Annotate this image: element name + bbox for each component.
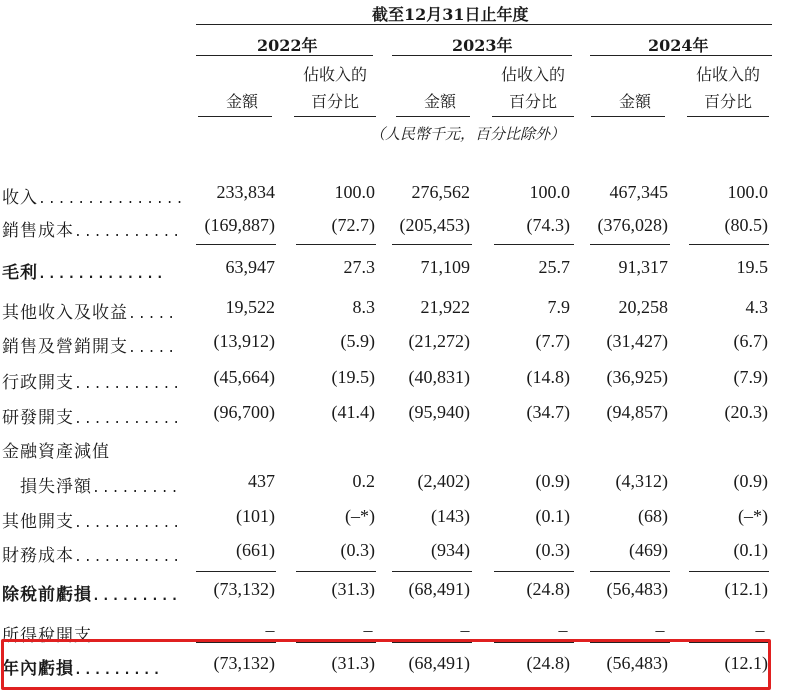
subtotal-rule [392,244,472,245]
row-label [2,332,177,357]
row-value-cell: (–*) [738,506,768,526]
row-value-cell: 21,922 [420,297,470,317]
row-label-text: 銷售成本 [2,221,74,241]
subtotal-rule [494,571,574,572]
row-value-cell: (101) [236,506,275,526]
subtotal-rule [196,244,276,245]
row-value-cell: (469) [629,540,668,560]
row-value-cell: (143) [431,506,470,526]
row-label-text: 所得稅開支 [2,626,92,646]
row-label-text: 其他收入及收益 [2,303,128,323]
row-value-cell: (0.3) [340,540,375,560]
row-label [2,437,110,462]
row-value-cell: – [363,620,373,640]
row-value-cell: (661) [236,540,275,560]
column-amount-header: 金額 [225,92,258,111]
row-value-cell: (74.3) [526,215,570,235]
row-leader-dots: ..... [128,307,178,322]
year-2023-heading: 2023年 [452,36,513,55]
subtotal-rule [494,244,574,245]
annual-loss-highlight-box [1,639,771,690]
subtotal-rule [296,244,376,245]
row-value-cell: (40,831) [408,367,470,387]
subtotal-rule [689,244,769,245]
column-percentage-header-line2: 百分比 [508,92,557,111]
column-amount-header: 金額 [618,92,651,111]
row-value-cell: 100.0 [727,182,768,202]
row-value-cell: (0.1) [535,506,570,526]
row-label-text: 行政開支 [2,373,74,393]
column-percentage-header-line1: 佔收入的 [695,65,760,84]
row-label-text: 毛利 [2,263,38,283]
row-label-text: 研發開支 [2,408,74,428]
row-value-cell: (31.3) [331,653,375,673]
year-2022-heading: 2022年 [257,36,318,55]
row-value-cell: (19.5) [331,367,375,387]
subheader-underline [396,116,470,117]
row-value-cell: 20,258 [618,297,668,317]
row-value-cell: 19,522 [225,297,275,317]
year-2023-underline [392,55,572,56]
row-value-cell: 19.5 [736,257,768,277]
row-value-cell: (21,272) [408,331,470,351]
row-value-cell: (0.3) [535,540,570,560]
row-value-cell: (73,132) [213,653,275,673]
row-value-cell: (7.9) [733,367,768,387]
row-value-cell: (24.8) [526,653,570,673]
subheader-underline [687,116,769,117]
row-value-cell: (6.7) [733,331,768,351]
row-value-cell: 276,562 [411,182,470,202]
row-label [2,580,180,605]
row-label [2,472,180,497]
row-value-cell: – [460,620,470,640]
row-value-cell: (96,700) [213,402,275,422]
unit-note: （人民幣千元，百分比除外） [370,125,566,143]
row-label-text: 財務成本 [2,546,74,566]
row-value-cell: (24.8) [526,579,570,599]
row-value-cell: (80.5) [724,215,768,235]
subtotal-rule [196,571,276,572]
row-leader-dots: ........... [74,516,183,531]
row-value-cell: (4,312) [615,471,668,491]
row-value-cell: 27.3 [343,257,375,277]
row-label-text: 除稅前虧損 [2,585,92,605]
row-leader-dots: ............. [38,267,166,282]
row-value-cell: (205,453) [399,215,470,235]
year-2024-underline [590,55,772,56]
row-value-cell: – [755,620,765,640]
row-value-cell: 71,109 [420,257,470,277]
row-value-cell: – [558,620,568,640]
period-underline [196,24,772,25]
subtotal-rule [590,571,670,572]
row-leader-dots: ........... [74,550,183,565]
row-label [2,258,166,283]
row-leader-dots: ........... [74,225,183,240]
row-leader-dots: ......... [92,630,181,645]
year-2022-underline [196,55,373,56]
year-2024-heading: 2024年 [648,36,709,55]
subheader-underline [591,116,665,117]
row-value-cell: (12.1) [724,653,768,673]
row-label-text: 金融資產減值 [2,442,110,462]
column-percentage-header-line2: 百分比 [703,92,752,111]
row-label-text: 銷售及營銷開支 [2,337,128,357]
column-percentage-header-line2: 百分比 [310,92,359,111]
row-label-text: 年內虧損 [2,659,74,679]
row-value-cell: (41.4) [331,402,375,422]
row-value-cell: (68,491) [408,579,470,599]
row-value-cell: 25.7 [538,257,570,277]
row-value-cell: 91,317 [618,257,668,277]
row-value-cell: (7.7) [535,331,570,351]
row-value-cell: (94,857) [606,402,668,422]
row-label-text: 其他開支 [2,512,74,532]
subheader-underline [492,116,574,117]
row-value-cell: (934) [431,540,470,560]
row-value-cell: (68,491) [408,653,470,673]
row-value-cell: (56,483) [606,653,668,673]
row-value-cell: (169,887) [204,215,275,235]
row-value-cell: 4.3 [745,297,768,317]
row-value-cell: 467,345 [609,182,668,202]
row-value-cell: – [265,620,275,640]
row-value-cell: (20.3) [724,402,768,422]
row-value-cell: 100.0 [334,182,375,202]
row-value-cell: (45,664) [213,367,275,387]
row-value-cell: (36,925) [606,367,668,387]
row-leader-dots: ......... [92,589,181,604]
row-value-cell: (14.8) [526,367,570,387]
subheader-underline [198,116,272,117]
row-value-cell: (56,483) [606,579,668,599]
row-leader-dots: ........... [74,412,183,427]
subtotal-rule [689,571,769,572]
row-value-cell: 7.9 [547,297,570,317]
subheader-underline [294,116,376,117]
column-amount-header: 金額 [423,92,456,111]
subtotal-rule [296,571,376,572]
row-label-text: 損失淨額 [2,477,92,497]
row-value-cell: (0.1) [733,540,768,560]
row-leader-dots: ..... [128,341,178,356]
row-value-cell: (31.3) [331,579,375,599]
period-heading: 截至12月31日止年度 [372,5,529,24]
row-value-cell: – [655,620,665,640]
row-value-cell: (–*) [345,506,375,526]
row-value-cell: 0.2 [352,471,375,491]
row-value-cell: (0.9) [535,471,570,491]
row-value-cell: (5.9) [340,331,375,351]
row-value-cell: (0.9) [733,471,768,491]
row-leader-dots: ............... [38,192,186,207]
column-percentage-header-line1: 佔收入的 [500,65,565,84]
row-value-cell: (13,912) [213,331,275,351]
column-percentage-header-line1: 佔收入的 [302,65,367,84]
row-leader-dots: ........... [74,377,183,392]
row-leader-dots: ......... [74,663,163,678]
row-value-cell: (34.7) [526,402,570,422]
row-value-cell: (68) [638,506,668,526]
subtotal-rule [590,244,670,245]
row-label-text: 收入 [2,188,38,208]
row-value-cell: 437 [248,471,275,491]
row-leader-dots: ......... [92,481,181,496]
row-value-cell: 8.3 [352,297,375,317]
row-value-cell: (72.7) [331,215,375,235]
row-value-cell: (12.1) [724,579,768,599]
row-value-cell: (95,940) [408,402,470,422]
row-value-cell: 100.0 [529,182,570,202]
row-value-cell: 233,834 [216,182,275,202]
row-value-cell: (376,028) [597,215,668,235]
row-value-cell: 63,947 [225,257,275,277]
row-value-cell: (2,402) [417,471,470,491]
row-label [2,298,177,323]
subtotal-rule [392,571,472,572]
row-value-cell: (73,132) [213,579,275,599]
row-value-cell: (31,427) [606,331,668,351]
